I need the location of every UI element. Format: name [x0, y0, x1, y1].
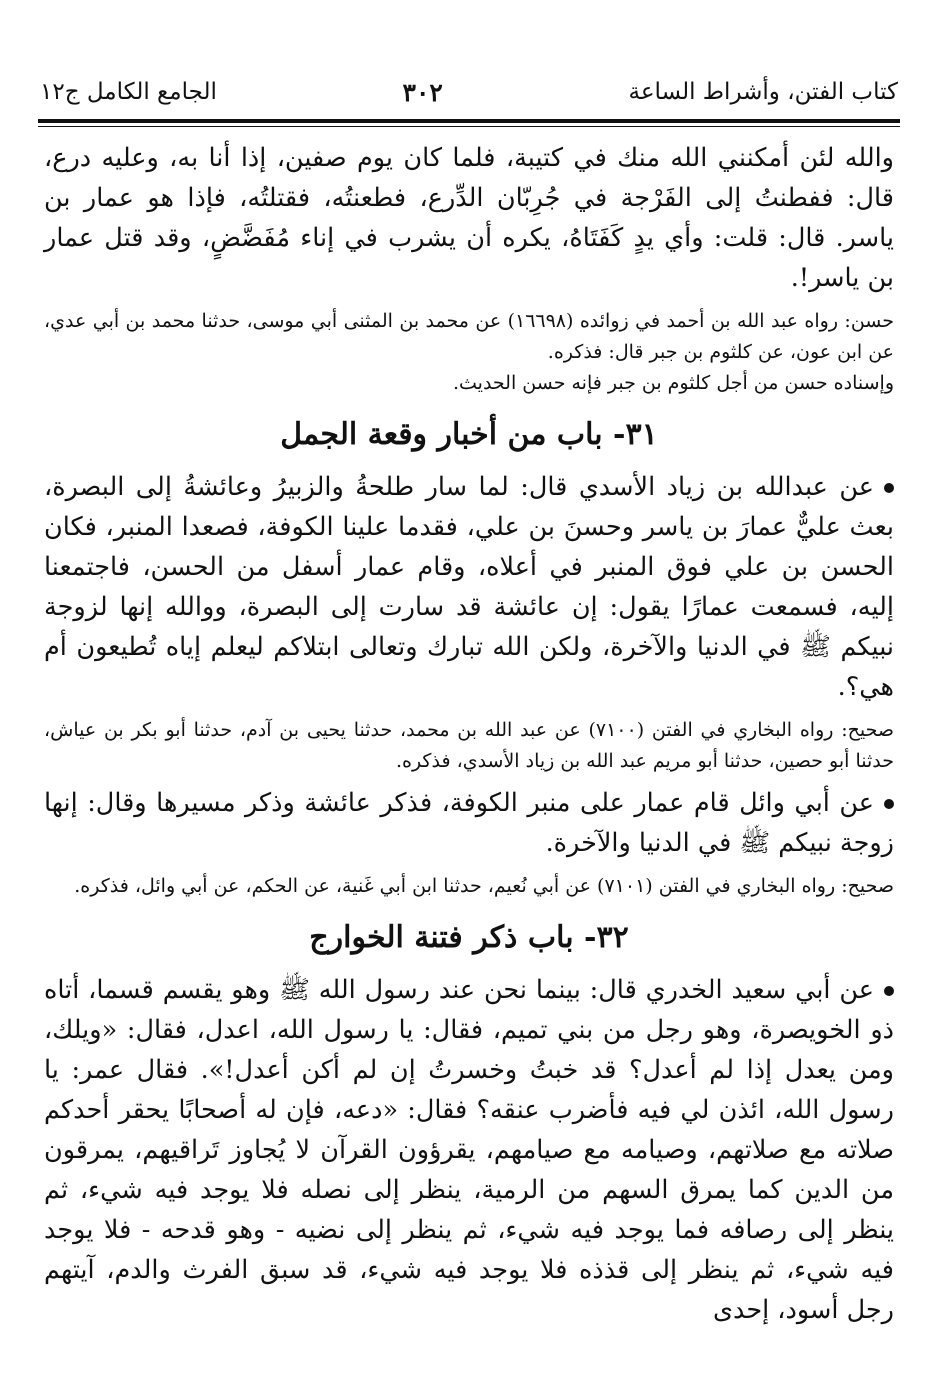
running-header: [40, 72, 898, 112]
takhrij-note: صحيح: رواه البخاري في الفتن (٧١٠١) عن أبي نُعيم، حدثنا ابن أبي غَنية، عن الحكم، عن أبي وائل، فذكره.: [74, 875, 894, 897]
hadith-text: عن أبي وائل قام عمار على منبر الكوفة، فذكر عائشة وذكر مسيرها وقال: إنها زوجة نبيكم ﷺ في الدنيا والآخرة.: [44, 788, 894, 858]
volume-label: الجامع الكامل ج١٢: [40, 79, 217, 105]
hadith-paragraph: [44, 783, 894, 863]
hadith-paragraph: [44, 970, 894, 1330]
isnad-note: وإسناده حسن من أجل كلثوم بن جبر فإنه حسن الحديث.: [452, 372, 894, 394]
hadith-text: عن عبدالله بن زياد الأسدي قال: لما سار طلحةُ والزبيرُ وعائشةُ إلى البصرة، بعث عليٌّ عمارَ بن ياسر وحسنَ بن علي، فقدما علينا الكوفة، فصعدا المنبر، فكان الحسن بن علي فوق المنبر في أعلاه، وقام عمار أسفل من الحسن، فاجتمعنا إليه، فسمعت عمارًا يقول: إن عائشة قد سارت إلى البصرة، ووالله إنها لزوجة نبيكم ﷺ في الدنيا والآخرة، ولكن الله تبارك وتعالى ابتلاكم ليعلم إياه تُطيعون أم هي؟.: [44, 472, 894, 702]
chapter-heading-31: ٣١- باب من أخبار وقعة الجمل: [280, 417, 658, 452]
page-number: ٣٠٢: [402, 77, 443, 107]
chapter-heading-32: ٣٢- باب ذكر فتنة الخوارج: [309, 920, 629, 955]
hadith-text: عن أبي سعيد الخدري قال: بينما نحن عند رسول الله ﷺ وهو يقسم قسما، أتاه ذو الخويصرة، وهو رجل من بني تميم، فقال: يا رسول الله، اعدل، فقال: «ويلك، ومن يعدل إذا لم أعدل؟ قد خبتُ وخسرتُ إن لم أكن أعدل!». فقال عمر: يا رسول الله، ائذن لي فيه فأضرب عنقه؟ فقال: «دعه، فإن له أصحابًا يحقر أحدكم صلاته مع صلاتهم، وصيامه مع صيامهم، يقرؤون القرآن لا يُجاوز تَراقيهم، يمرقون من الدين كما يمرق السهم من الرمية، ينظر إلى نصله فلا يوجد فيه شيء، ثم ينظر إلى رصافه فما يوجد فيه شيء، ثم ينظر إلى نضيه - وهو قدحه - فلا يوجد فيه شيء، ثم ينظر إلى قذذه فلا يوجد فيه شيء، قد سبق الفرث والدم، آيتهم رجل أسود، إحدى: [44, 975, 894, 1325]
hadith-paragraph: [44, 467, 894, 707]
takhrij-note: صحيح: رواه البخاري في الفتن (٧١٠٠) عن عبد الله بن محمد، حدثنا يحيى بن آدم، حدثنا أبو بكر بن عياش، حدثنا أبو حصين، حدثنا أبو مريم عبد الله بن زياد الأسدي، فذكره.: [44, 719, 894, 772]
bullet-icon: [884, 986, 894, 996]
bullet-icon: [884, 799, 894, 809]
page-body: [44, 138, 894, 1330]
hadith-continuation: والله لئن أمكنني الله منك في كتيبة، فلما كان يوم صفين، إذا أنا به، وعليه درع، قال: ففطنتُ إلى الفَرْجة في جُرِبّان الدِّرع، فطعنتُه، فقتلتُه، فإذا هو عمار بن ياسر. قال: قلت: وأي يدٍ كَفَتَاهُ، يكره أن يشرب في إناء مُفَضَّضٍ، وقد قتل عمار بن ياسر!.: [44, 143, 894, 293]
takhrij-note: حسن: رواه عبد الله بن أحمد في زوائده (١٦٦٩٨) عن محمد بن المثنى أبي موسى، حدثنا محمد بن أبي عدي، عن ابن عون، عن كلثوم بن جبر قال: فذكره.: [44, 310, 894, 363]
header-rule-thin: [38, 126, 900, 127]
bullet-icon: [884, 483, 894, 493]
book-title: كتاب الفتن، وأشراط الساعة: [628, 79, 898, 105]
header-rule-thick: [38, 119, 900, 123]
